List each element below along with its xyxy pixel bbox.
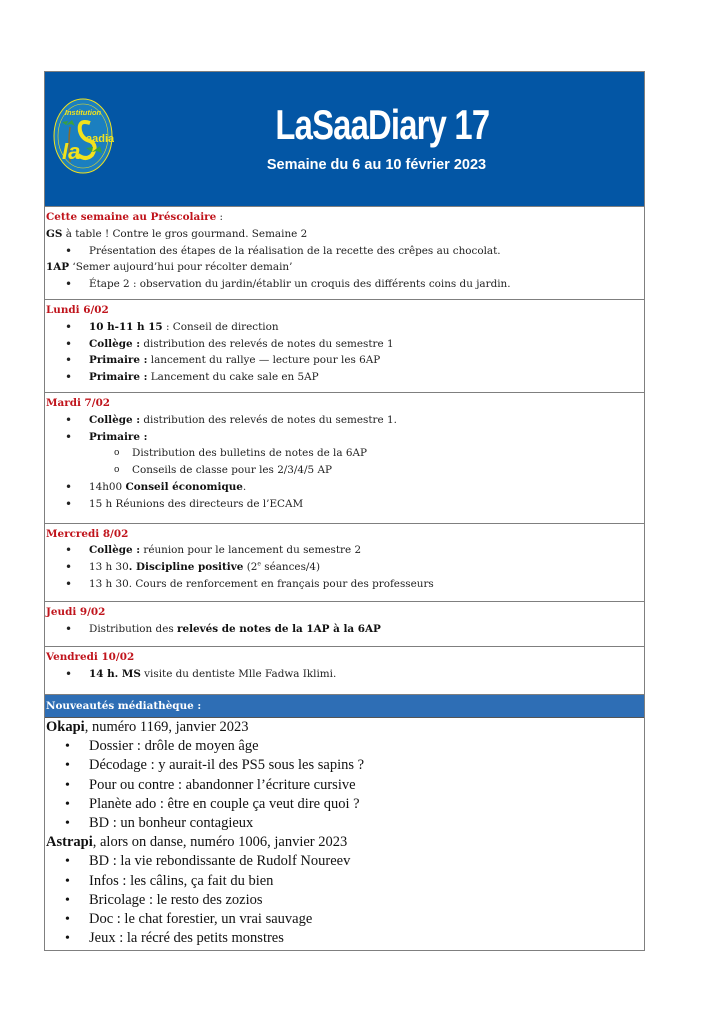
day-section-lundi <box>45 299 644 392</box>
magazine-name: Okapi <box>46 718 85 735</box>
list-item: • 13 h 30. Cours de renforcement en français pour des professeurs <box>46 576 644 593</box>
list-item: • Étape 2 : observation du jardin/établir un croquis des différents coins du jardin. <box>46 276 644 293</box>
day-list <box>46 666 644 683</box>
ap-list <box>46 276 644 293</box>
day-list <box>46 412 644 513</box>
item-text: Lancement du cake sale en 5AP <box>147 371 319 384</box>
day-section-mercredi <box>45 523 644 601</box>
magazine-list <box>46 852 644 948</box>
day-section-mardi <box>45 392 644 523</box>
prescolaire-section <box>45 206 644 299</box>
list-item <box>46 352 644 369</box>
item-bold: Primaire : <box>89 430 148 443</box>
item-text: . <box>242 480 247 493</box>
mediatheque-header: Nouveautés médiathèque : <box>45 694 644 718</box>
item-bold: 14 h. MS <box>89 668 141 681</box>
gs-list <box>46 243 644 260</box>
gs-line <box>46 226 644 243</box>
day-section-jeudi <box>45 601 644 647</box>
day-list <box>46 319 644 386</box>
mediatheque-section <box>45 718 644 950</box>
list-item <box>46 319 644 336</box>
prescolaire-title: Cette semaine au Préscolaire <box>46 211 217 223</box>
list-item: • Pour ou contre : abandonner l’écriture cursive <box>46 776 644 795</box>
item-bold: Collège : <box>89 544 141 557</box>
day-title: Mardi 7/02 <box>46 396 111 409</box>
newsletter-page <box>44 71 645 951</box>
item-bold: 10 h-11 h 15 <box>89 320 163 333</box>
day-section-vendredi <box>45 646 644 694</box>
item-text: lancement du rallye — lecture pour les 6AP <box>147 354 381 367</box>
svg-text:aadia: aadia <box>86 133 114 145</box>
week-subtitle: Semaine du 6 au 10 février 2023 <box>266 157 487 173</box>
ap-line <box>46 259 644 276</box>
list-item <box>46 542 644 559</box>
item-sup: e <box>257 560 261 568</box>
item-text: réunion pour le lancement du semestre 2 <box>140 544 362 557</box>
item-bold: Collège : <box>89 337 141 350</box>
list-item: • Présentation des étapes de la réalisation de la recette des crêpes au chocolat. <box>46 243 644 260</box>
item-text: : Conseil de direction <box>162 320 279 333</box>
item-text: distribution des relevés de notes du semestre 1. <box>140 413 397 426</box>
item-pre: Distribution des <box>89 622 177 635</box>
item-text: distribution des relevés de notes du semestre 1 <box>140 337 394 350</box>
gs-text: à table ! Contre le gros gourmand. Semaine 2 <box>62 227 308 240</box>
list-item <box>46 369 644 386</box>
item-bold: Primaire : <box>89 371 148 384</box>
item-pre: 14h00 <box>89 480 126 493</box>
item-text: (2 <box>243 561 258 574</box>
list-item <box>46 429 644 446</box>
gs-label: GS <box>46 227 63 240</box>
newsletter-title: LaSaaDiary 17 <box>275 101 490 148</box>
list-item: • 15 h Réunions des directeurs de l’ECAM <box>46 496 644 513</box>
item-pre: 13 h 30 <box>89 561 129 574</box>
ap-text: ‘Semer aujourd’hui pour récolter demain’ <box>69 261 293 274</box>
list-item: • Décodage : y aurait-il des PS5 sous les sapins ? <box>46 756 644 775</box>
magazine-list <box>46 737 644 833</box>
magazine-info: , alors on danse, numéro 1006, janvier 2023 <box>92 834 348 851</box>
list-item: • Planète ado : être en couple ça veut dire quoi ? <box>46 795 644 814</box>
day-list <box>46 542 644 592</box>
list-item: • Dossier : drôle de moyen âge <box>46 737 644 756</box>
svg-text:Institution: Institution <box>64 108 102 117</box>
day-title: Jeudi 9/02 <box>46 605 106 618</box>
list-item: • BD : la vie rebondissante de Rudolf Noureev <box>46 852 644 871</box>
list-item: • Infos : les câlins, ça fait du bien <box>46 872 644 891</box>
ap-label: 1AP <box>46 261 70 274</box>
item-bold: relevés de notes de la 1AP à la 6AP <box>176 622 381 635</box>
list-item: • Jeux : la récré des petits monstres <box>46 929 644 948</box>
day-title: Lundi 6/02 <box>46 303 109 316</box>
sub-list-item: o Conseils de classe pour les 2/3/4/5 AP <box>46 462 644 479</box>
magazine-info: , numéro 1169, janvier 2023 <box>84 718 249 735</box>
item-bold: Primaire : <box>89 354 148 367</box>
day-title: Mercredi 8/02 <box>46 527 129 540</box>
day-title: Vendredi 10/02 <box>46 651 135 664</box>
sub-list-item: o Distribution des bulletins de notes de la 6AP <box>46 445 644 462</box>
magazine-heading <box>46 718 644 737</box>
item-bold: Conseil économique <box>125 480 243 493</box>
prescolaire-heading <box>46 209 644 226</box>
magazine-name: Astrapi <box>46 834 93 851</box>
svg-text:la: la <box>62 139 81 164</box>
list-item: • Bricolage : le resto des zozios <box>46 891 644 910</box>
item-post: séances/4) <box>260 561 321 574</box>
list-item <box>46 559 644 576</box>
list-item <box>46 666 644 683</box>
list-item <box>46 479 644 496</box>
list-item <box>46 412 644 429</box>
item-bold: Collège : <box>89 413 141 426</box>
item-text: visite du dentiste Mlle Fadwa Iklimi. <box>140 668 337 681</box>
magazine-heading <box>46 833 644 852</box>
header-banner <box>45 72 644 206</box>
list-item <box>46 336 644 353</box>
item-bold: . Discipline positive <box>128 561 244 574</box>
heading-suffix: : <box>216 211 224 223</box>
list-item: • Doc : le chat forestier, un vrai sauvage <box>46 910 644 929</box>
list-item <box>46 621 644 638</box>
day-list <box>46 621 644 638</box>
list-item: • BD : un bonheur contagieux <box>46 814 644 833</box>
